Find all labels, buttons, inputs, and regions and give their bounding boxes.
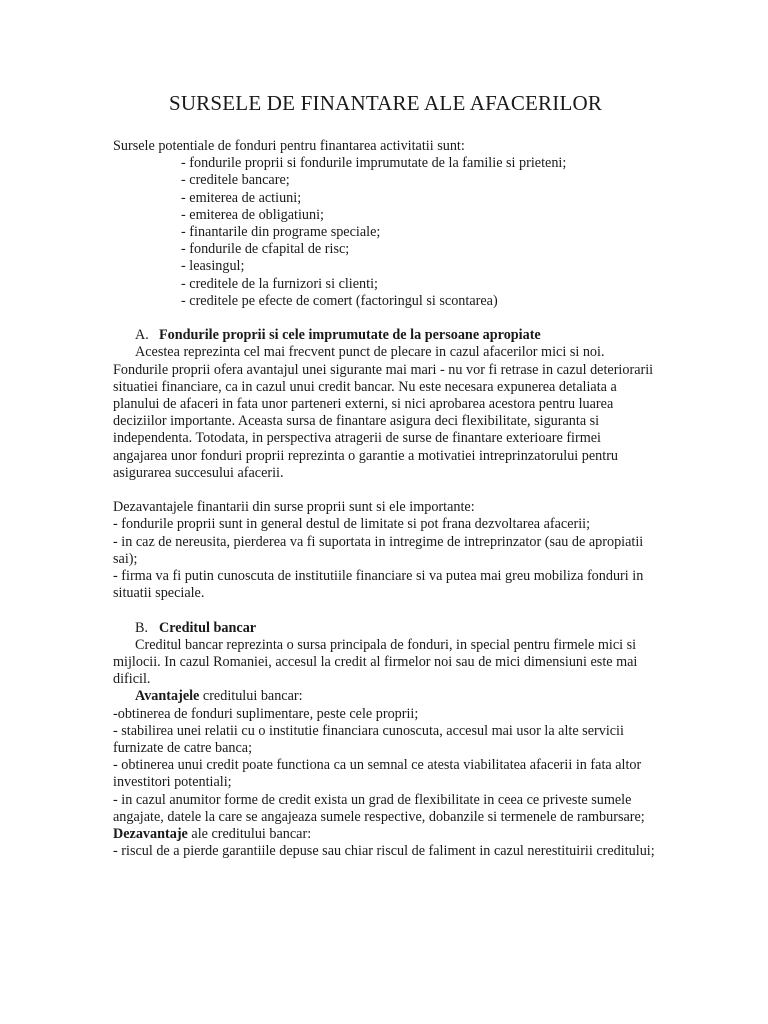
document-page xyxy=(113,90,658,860)
list-item: - in caz de nereusita, pierderea va fi suportata in intregime de intreprinzator (sau de apropiatii sai); xyxy=(113,533,644,567)
section-a-heading xyxy=(113,327,658,344)
list-item: - creditele bancare; xyxy=(181,172,290,189)
disadvantages-rest: ale creditului bancar: xyxy=(187,826,312,843)
list-item: - finantarile din programe speciale; xyxy=(181,224,381,241)
disadvantages-bold: Dezavantaje xyxy=(113,826,188,843)
section-a-paragraph: Acestea reprezinta cel mai frecvent punct de plecare in cazul afacerilor mici si noi. Fondurile proprii ofera avantajul unei sigurante mai mari - nu vor fi retrase in cazul deteriorarii situatiei financiare, ca in cazul unui credit bancar. Nu este necesara expunerea detaliata a planului de afaceri in fata unor parteneri externi, si nici aprobarea acestora pentru luarea deciziilor importante. Aceasta sursa de finantare asigura deci flexibilitate, siguranta si independenta. Totodata, in perspectiva atragerii de surse de finantare exterioare firmei angajarea unor fonduri proprii reprezinta o garantie a motivatiei intreprinzatorului pentru asigurarea succesului afacerii. xyxy=(113,344,654,481)
section-b-disadvantages-heading xyxy=(113,826,658,843)
advantages-rest: creditului bancar: xyxy=(199,688,303,705)
list-item: - riscul de a pierde garantiile depuse sau chiar riscul de faliment in cazul nerestituirii creditului; xyxy=(113,843,655,860)
list-item: - fondurile de cfapital de risc; xyxy=(181,241,350,258)
list-item: - obtinerea unui credit poate functiona ca un semnal ce atesta viabilitatea afacerii in fata altor investitori potentiali; xyxy=(113,757,642,791)
sources-list xyxy=(113,155,658,310)
list-item: - fondurile proprii si fondurile imprumutate de la familie si prieteni; xyxy=(181,155,567,172)
list-item: -obtinerea de fonduri suplimentare, peste cele proprii; xyxy=(113,705,419,722)
section-b-title: Creditul bancar xyxy=(159,619,257,636)
section-b-disadvantages-list xyxy=(113,843,658,860)
section-b-paragraph: Creditul bancar reprezinta o sursa principala de fonduri, in special pentru firmele mici si mijlocii. In cazul Romaniei, accesul la credit al firmelor noi sau de mici dimensiuni este mai dificil. xyxy=(113,636,638,688)
section-a-title: Fondurile proprii si cele imprumutate de la persoane apropiate xyxy=(159,327,541,344)
section-b-advantages-heading xyxy=(113,688,658,705)
list-item: - fondurile proprii sunt in general destul de limitate si pot frana dezvoltarea afacerii; xyxy=(113,516,591,533)
section-a-letter: A. xyxy=(135,327,149,344)
section-b-advantages-list xyxy=(113,706,658,826)
list-item: - creditele de la furnizori si clienti; xyxy=(181,275,378,292)
advantages-bold: Avantajele xyxy=(135,688,200,705)
section-a-disadvantages-list xyxy=(113,516,658,602)
list-item: - leasingul; xyxy=(181,258,245,275)
list-item: - creditele pe efecte de comert (factoringul si scontarea) xyxy=(181,292,498,309)
list-item: - stabilirea unei relatii cu o institutie financiara cunoscuta, accesul mai usor la alte servicii furnizate de catre banca; xyxy=(113,722,624,757)
intro-text: Sursele potentiale de fonduri pentru finantarea activitatii sunt: xyxy=(113,138,465,154)
document-title: SURSELE DE FINANTARE ALE AFACERILOR xyxy=(168,91,603,115)
section-a-disadvantages-intro: Dezavantajele finantarii din surse proprii sunt si ele importante: xyxy=(113,499,475,516)
section-b-letter: B. xyxy=(135,619,149,636)
list-item: - emiterea de obligatiuni; xyxy=(181,206,325,223)
list-item: - emiterea de actiuni; xyxy=(181,189,302,206)
list-item: - firma va fi putin cunoscuta de institutiile financiare si va putea mai greu mobiliza fonduri in situatii speciale. xyxy=(113,568,644,602)
list-item: - in cazul anumitor forme de credit exista un grad de flexibilitate in ceea ce priveste sumele angajate, datele la care se angajeaza sumele respective, dobanzile si termenele de rambursare; xyxy=(113,791,645,825)
section-b-heading xyxy=(113,620,658,637)
